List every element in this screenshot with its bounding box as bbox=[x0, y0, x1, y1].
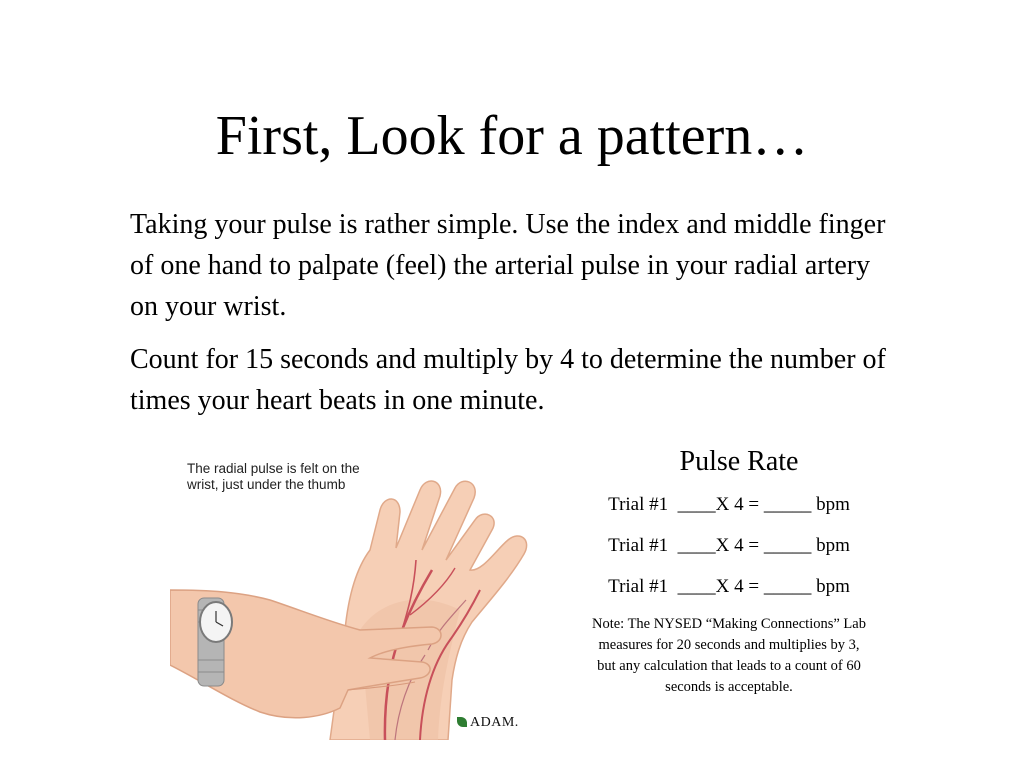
instruction-paragraph-1: Taking your pulse is rather simple. Use the index and middle finger of one hand to palpate (feel) the arterial pulse in your radial artery on your wrist. bbox=[130, 209, 886, 322]
pulse-rate-panel bbox=[576, 442, 882, 698]
trial-row: Trial #1 ____X 4 = _____ bpm bbox=[608, 494, 850, 515]
instruction-paragraph-2: Count for 15 seconds and multiply by 4 to determine the number of times your heart beats in one minute. bbox=[130, 344, 886, 416]
illustration-caption bbox=[187, 461, 397, 493]
wrist-pulse-illustration bbox=[170, 450, 560, 740]
pulse-rate-heading: Pulse Rate bbox=[679, 446, 799, 477]
adam-logo-text: ADAM. bbox=[470, 715, 519, 730]
slide-title: First, Look for a pattern… bbox=[215, 105, 809, 167]
trial-row: Trial #1 ____X 4 = _____ bpm bbox=[608, 576, 850, 597]
caption-line-2: wrist, just under the thumb bbox=[187, 477, 346, 492]
body-text bbox=[130, 204, 890, 433]
leaf-icon bbox=[457, 717, 467, 727]
trial-row: Trial #1 ____X 4 = _____ bpm bbox=[608, 535, 850, 556]
caption-line-1: The radial pulse is felt on the bbox=[187, 461, 360, 476]
nysed-note: Note: The NYSED “Making Connections” Lab measures for 20 seconds and multiplies by 3, but any calculation that leads to a count of 60 seconds is acceptable. bbox=[592, 616, 866, 695]
adam-logo bbox=[457, 715, 519, 731]
